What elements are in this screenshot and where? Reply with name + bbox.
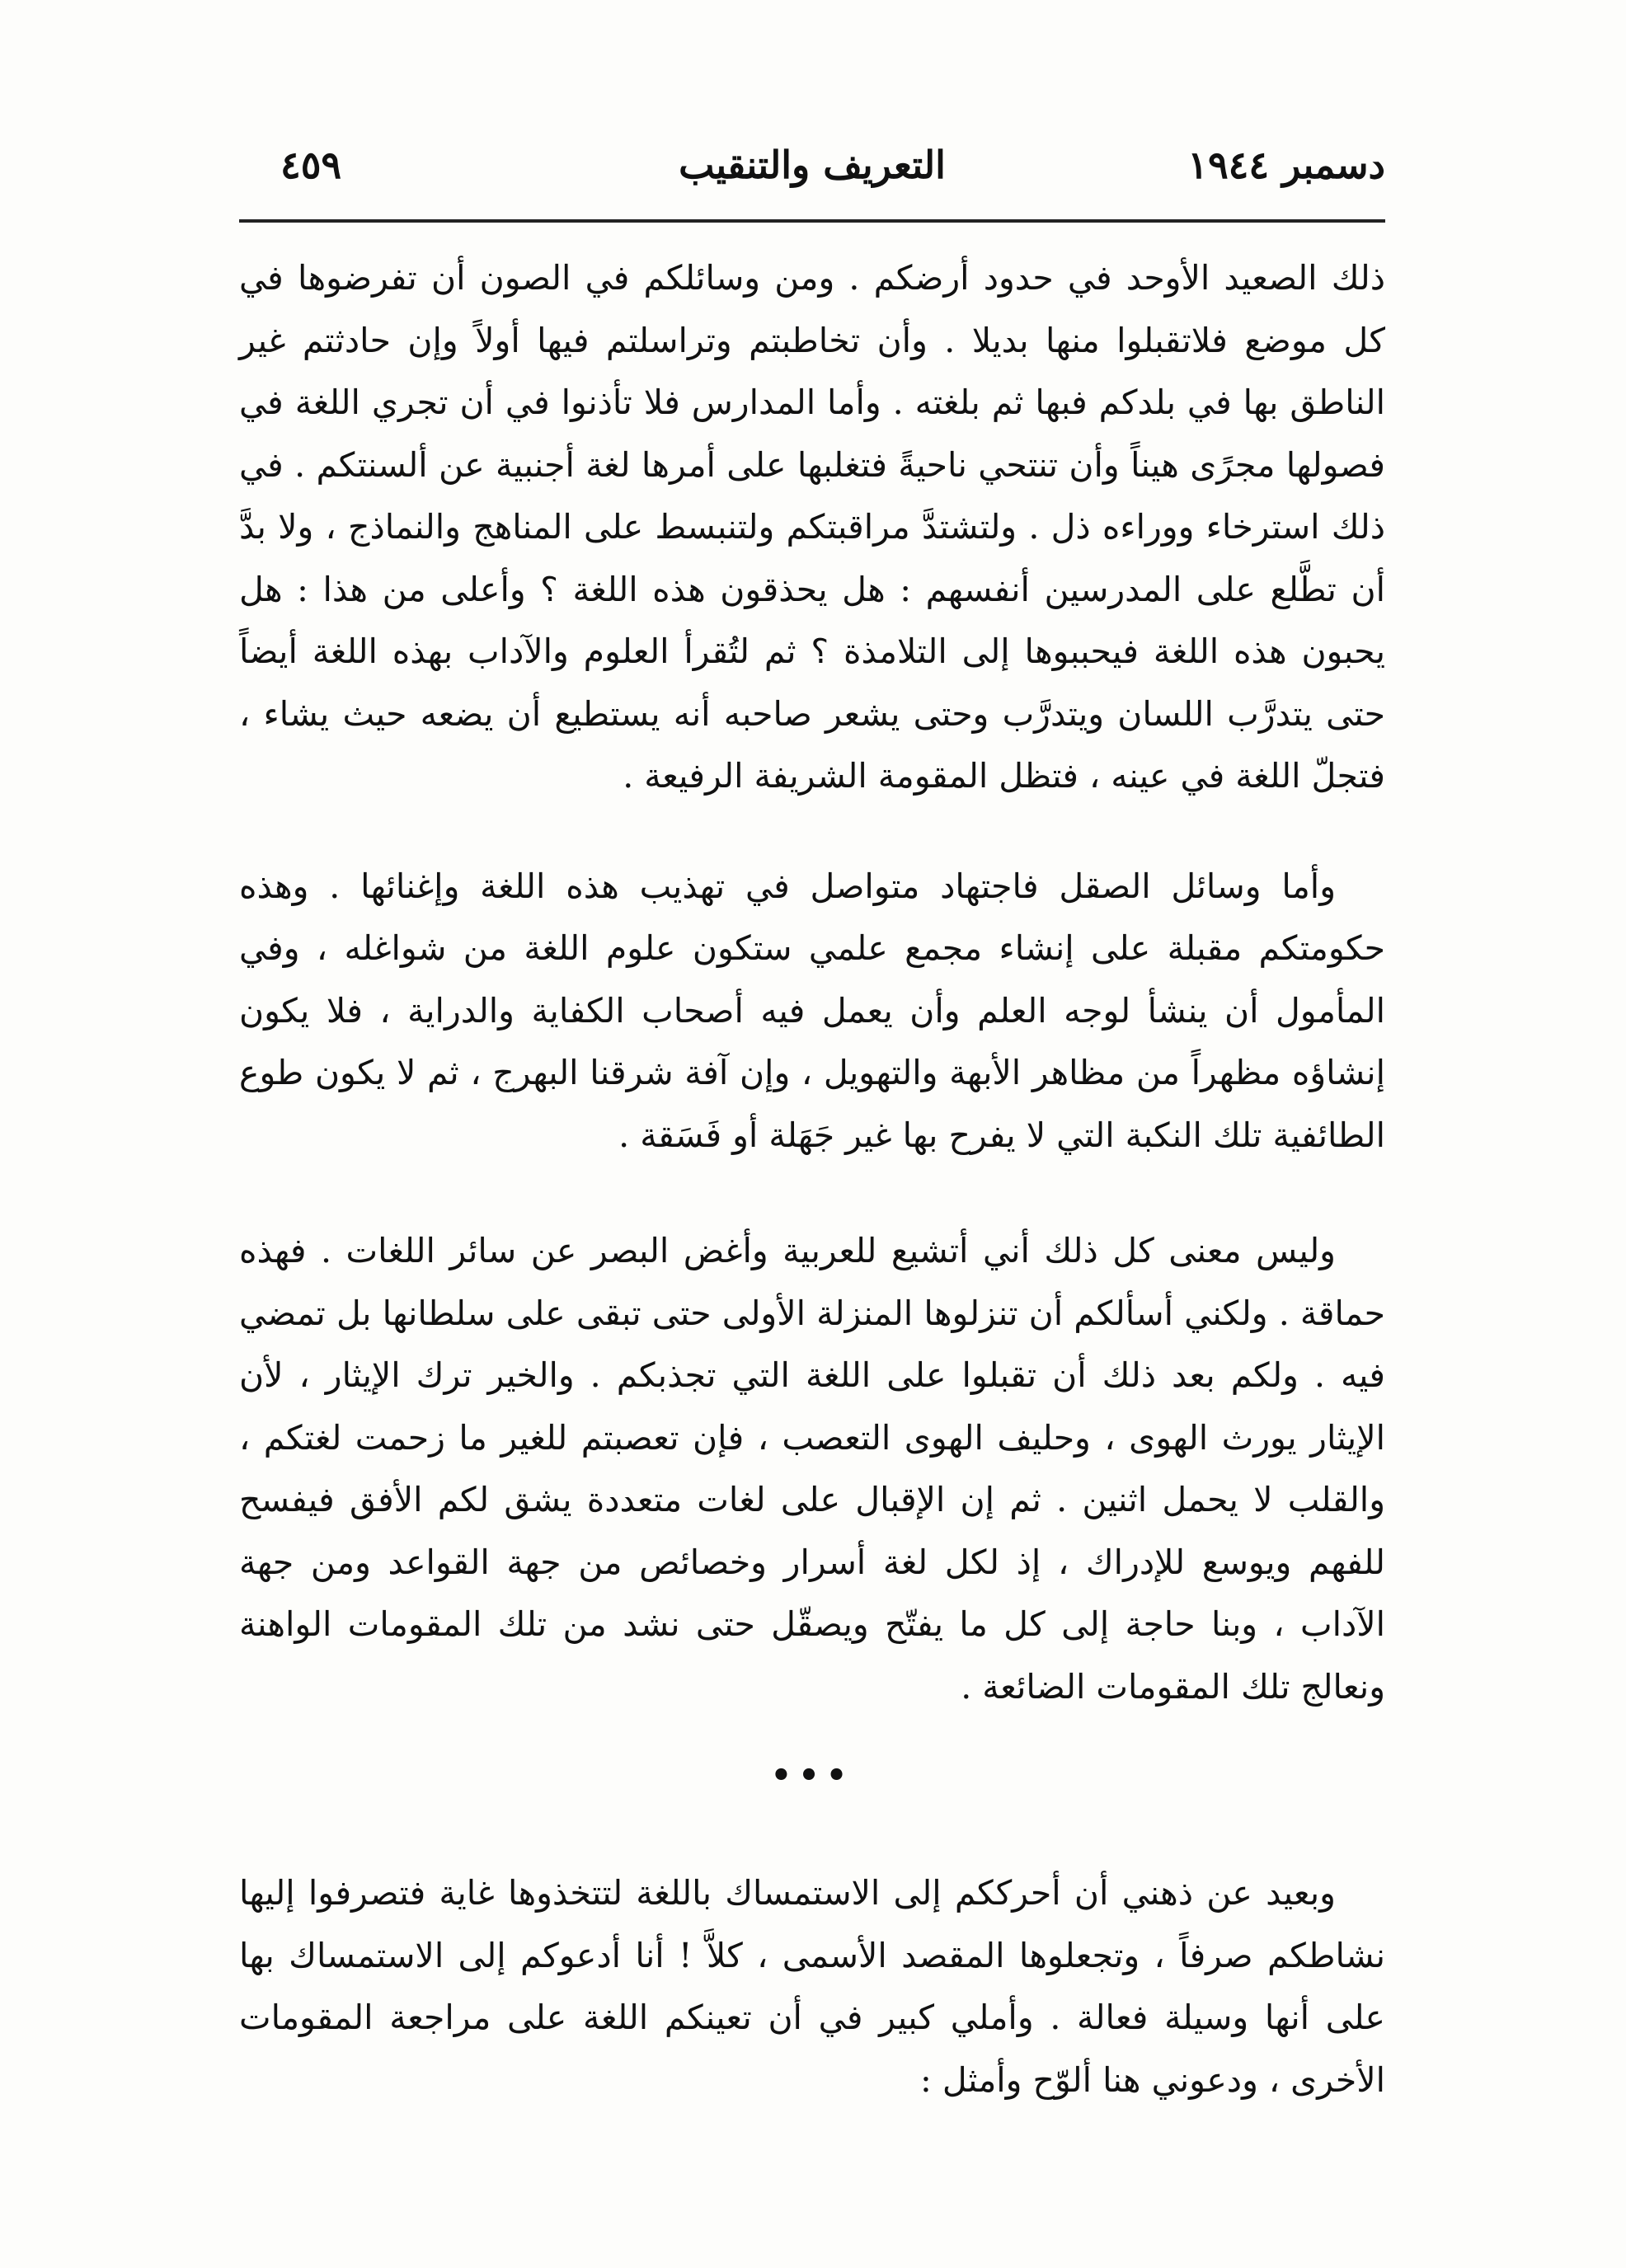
page-header <box>239 132 1385 198</box>
body-text <box>239 247 1385 2111</box>
paragraph-2: وأما وسائل الصقل فاجتهاد متواصل في تهذيب هذه اللغة وإغنائها . وهذه حكومتكم مقبلة على إنشاء مجمع علمي ستكون علوم اللغة من شواغله ، وفي المأمول أن ينشأ لوجه العلم وأن يعمل فيه أصحاب الكفاية والدراية ، فلا يكون إنشاؤه مظهراً من مظاهر الأبهة والتهويل ، وإن آفة شرقنا البهرج ، ثم لا يكون طوع الطائفية تلك النكبة التي لا يفرح بها غير جَهَلة أو فَسَقة . <box>239 866 1385 1155</box>
paragraph-gap <box>239 808 1385 856</box>
paragraph-3: وليس معنى كل ذلك أني أتشيع للعربية وأغض البصر عن سائر اللغات . فهذه حماقة . ولكني أسألكم أن تنزلوها المنزلة الأولى حتى تبقى على سلطانها بل تمضي فيه . ولكم بعد ذلك أن تقبلوا على اللغة التي تجذبكم . والخير ترك الإيثار ، لأن الإيثار يورث الهوى ، وحليف الهوى التعصب ، فإن تعصبتم للغير ما زحمت لغتكم ، والقلب لا يحمل اثنين . ثم إن الإقبال على لغات متعددة يشق لكم الأفق فيفسح للفهم ويوسع للإدراك ، إذ لكل لغة أسرار وخصائص من جهة القواعد ومن جهة الآداب ، وبنا حاجة إلى كل ما يفتّح ويصقّل حتى نشد من تلك المقومات الواهنة ونعالج تلك المقومات الضائعة . <box>239 1231 1385 1707</box>
paragraph-gap <box>239 1167 1385 1220</box>
header-rule <box>239 219 1385 223</box>
paragraph-1: ذلك الصعيد الأوحد في حدود أرضكم . ومن وسائلكم في الصون أن تفرضوها في كل موضع فلاتقبلوا منها بديلا . وأن تخاطبتم وتراسلتم فيها أولاً وإن حادثتم غير الناطق بها في بلدكم فبها ثم بلغته . وأما المدارس فلا تأذنوا في أن تجري اللغة في فصولها مجرًى هيناً وأن تنتحي ناحيةً فتغلبها على أمرها لغة أجنبية عن ألسنتكم . في ذلك استرخاء ووراءه ذل . ولتشتدَّ مراقبتكم ولتنبسط على المناهج والنماذج ، ولا بدَّ أن تطَّلع على المدرسين أنفسهم : هل يحذقون هذه اللغة ؟ وأعلى من هذا : هل يحبون هذه اللغة فيحببوها إلى التلامذة ؟ ثم لتُقرأ العلوم والآداب بهذه اللغة أيضاً حتى يتدرَّب اللسان ويتدرَّب وحتى يشعر صاحبه أنه يستطيع أن يضعه حيث يشاء ، فتجلّ اللغة في عينه ، فتظل المقومة الشريفة الرفيعة . <box>239 258 1385 796</box>
page-number: ٤٥٩ <box>280 143 342 187</box>
section-separator: ••• <box>770 1756 854 1795</box>
paragraph-gap <box>239 1813 1385 1862</box>
header-date: دسمبر ١٩٤٤ <box>1187 143 1385 187</box>
paragraph-4: وبعيد عن ذهني أن أحرككم إلى الاستمساك باللغة لتتخذوها غاية فتصرفوا إليها نشاطكم صرفاً ، وتجعلوها المقصد الأسمى ، كلاَّ ! أنا أدعوكم إلى الاستمساك بها على أنها وسيلة فعالة . وأملي كبير في أن تعينكم اللغة على مراجعة المقومات الأخرى ، ودعوني هنا ألوّح وأمثل : <box>239 1873 1385 2100</box>
header-title: التعريف والتنقيب <box>679 143 946 187</box>
